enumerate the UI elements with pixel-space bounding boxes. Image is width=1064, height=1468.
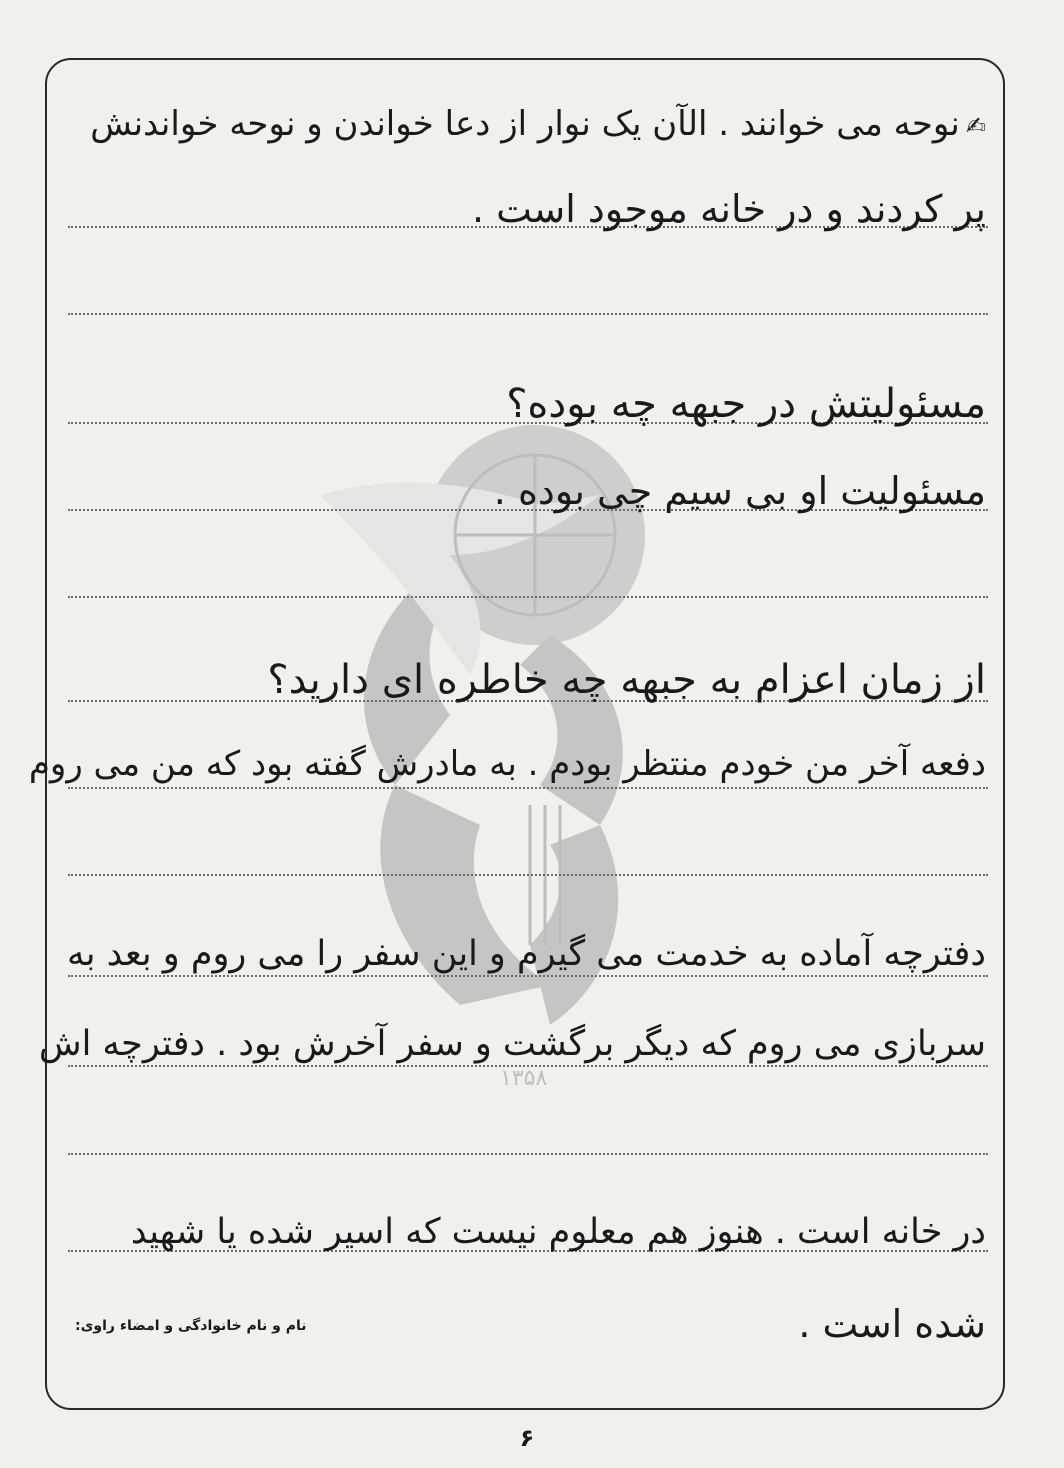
handwritten-line-6: سربازی می روم که دیگر برگشت و سفر آخرش بود . دفترچه اش <box>38 1024 986 1064</box>
handwritten-line-4: دفعه آخر من خودم منتظر بودم . به مادرش گفته بود که من می روم <box>28 744 986 784</box>
question-2: از زمان اعزام به جبهه چه خاطره ای دارید؟ <box>267 657 986 703</box>
ruled-line <box>68 313 988 315</box>
narrator-signature-label: نام و نام خانوادگی و امضاء راوی: <box>75 1318 307 1334</box>
handwritten-line-1: ✍نوحه می خوانند . الآن یک نوار از دعا خواندن و نوحه خواندنش <box>90 104 986 144</box>
watermark-year: ۱۳۵۸ <box>500 1066 548 1091</box>
question-1: مسئولیتش در جبهه چه بوده؟ <box>506 381 986 427</box>
handwritten-line-8: شده است . <box>798 1302 986 1346</box>
handwritten-line-3: مسئولیت او بی سیم چی بوده . <box>493 469 986 513</box>
page-number: ۶ <box>519 1424 535 1452</box>
handwritten-line-2: پر کردند و در خانه موجود است . <box>471 187 986 231</box>
ruled-line <box>68 596 988 598</box>
ruled-line <box>68 1153 988 1155</box>
pen-icon: ✍ <box>965 111 986 140</box>
ruled-line <box>68 874 988 876</box>
handwritten-line-7: در خانه است . هنوز هم معلوم نیست که اسیر شده یا شهید <box>130 1212 986 1252</box>
handwritten-line-5: دفترچه آماده به خدمت می گیرم و این سفر را می روم و بعد به <box>67 934 986 974</box>
